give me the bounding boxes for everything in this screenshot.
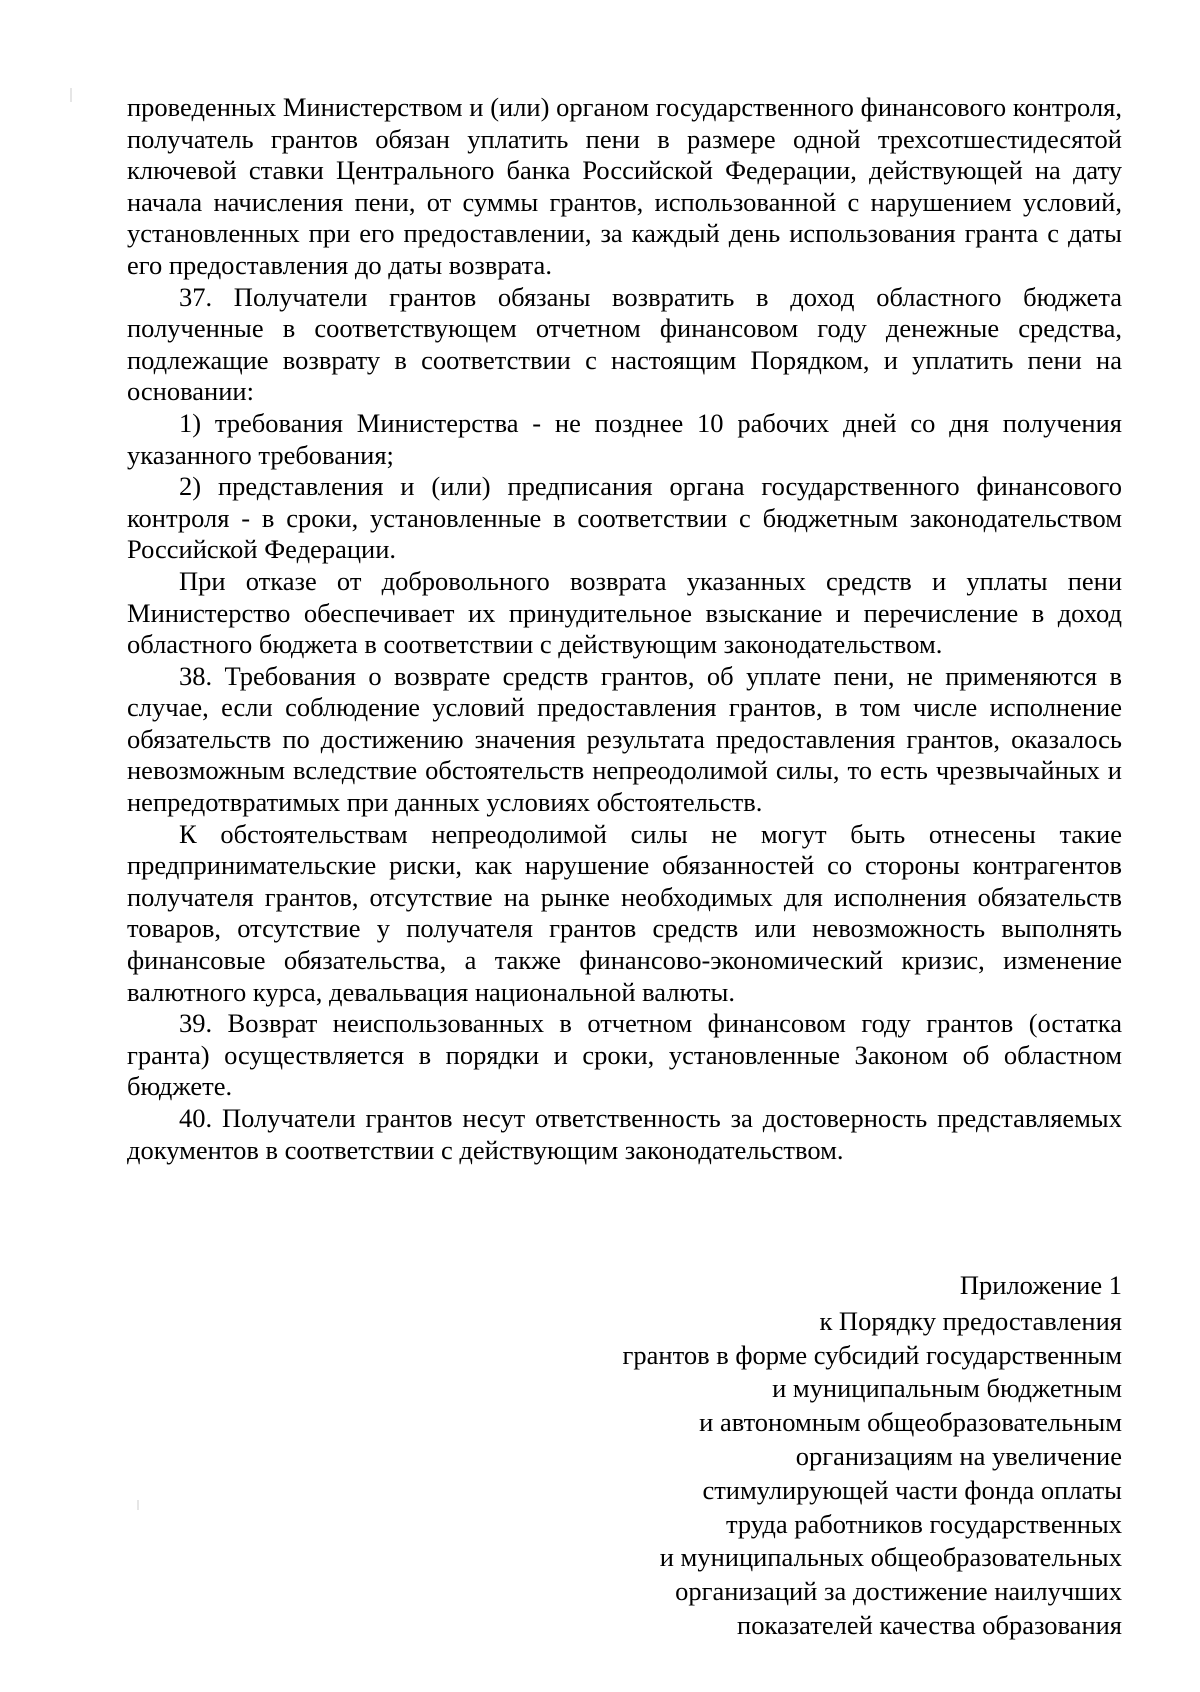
paragraph-item-37-2: 2) представления и (или) предписания органа государственного финансового контроля - в сроки, установленные в соответствии с бюджетным законодательством Российской Федерации. [127, 471, 1122, 565]
scan-edge-mark [70, 88, 72, 102]
appendix-line: труда работников государственных [726, 1508, 1122, 1539]
appendix-line: организаций за достижение наилучших [675, 1576, 1122, 1607]
paragraph-item-39: 39. Возврат неиспользованных в отчетном финансовом году грантов (остатка гранта) осуществляется в порядки и сроки, установленные Законом об областном бюджете. [127, 1008, 1122, 1102]
appendix-line: организациям на увеличение [795, 1440, 1122, 1471]
document-body [127, 92, 1122, 1166]
paragraph-item-37-refusal: При отказе от добровольного возврата указанных средств и уплаты пени Министерство обеспечивает их принудительное взыскание и перечисление в доход областного бюджета в соответствии с действующим законодательством. [127, 565, 1122, 660]
appendix-line: и муниципальным бюджетным [772, 1373, 1122, 1404]
paragraph-continuation: проведенных Министерством и (или) органом государственного финансового контроля, получатель грантов обязан уплатить пени в размере одной трехсотшестидесятой ключевой ставки Центрального банка Российской Федерации, действующей на дату начала начисления пени, от суммы грантов, использованной с нарушением условий, установленных при его предоставлении, за каждый день использования гранта с даты его предоставления до даты возврата. [127, 92, 1122, 280]
appendix-line: грантов в форме субсидий государственным [622, 1339, 1122, 1370]
appendix-line: показателей качества образования [737, 1609, 1122, 1640]
paragraph-item-38-force-majeure: К обстоятельствам непреодолимой силы не могут быть отнесены такие предпринимательские риски, как нарушение обязанностей со стороны контрагентов получателя грантов, отсутствие на рынке необходимых для исполнения обязательств товаров, отсутствие у получателя грантов средств или невозможность выполнять финансовые обязательства, а также финансово-экономический кризис, изменение валютного курса, девальвация национальной валюты. [127, 818, 1122, 1007]
paragraph-item-37-1: 1) требования Министерства - не позднее 10 рабочих дней со дня получения указанного требования; [127, 407, 1122, 470]
paragraph-item-40: 40. Получатели грантов несут ответственность за достоверность представляемых документов в соответствии с действующим законодательством. [127, 1103, 1122, 1165]
paragraph-item-38: 38. Требования о возврате средств грантов, об уплате пени, не применяются в случае, если соблюдение условий предоставления грантов, в том числе исполнение обязательств по достижению значения результата предоставления грантов, оказалось невозможным вследствие обстоятельств непреодолимой силы, то есть чрезвычайных и непредотвратимых при данных условиях обстоятельств. [127, 660, 1122, 818]
scan-edge-mark [137, 1500, 139, 1510]
appendix-line: стимулирующей части фонда оплаты [702, 1474, 1122, 1505]
paragraph-item-37: 37. Получатели грантов обязаны возвратить в доход областного бюджета полученные в соответствующем отчетном финансовом году денежные средства, подлежащие возврату в соответствии с настоящим Порядком, и уплатить пени на основании: [127, 281, 1122, 407]
appendix-line: и автономным общеобразовательным [699, 1407, 1122, 1438]
appendix-line: и муниципальных общеобразовательных [659, 1542, 1122, 1573]
appendix-heading: Приложение 1 [959, 1270, 1122, 1300]
appendix-line: к Порядку предоставления [819, 1305, 1122, 1336]
appendix-block [482, 1269, 1122, 1643]
